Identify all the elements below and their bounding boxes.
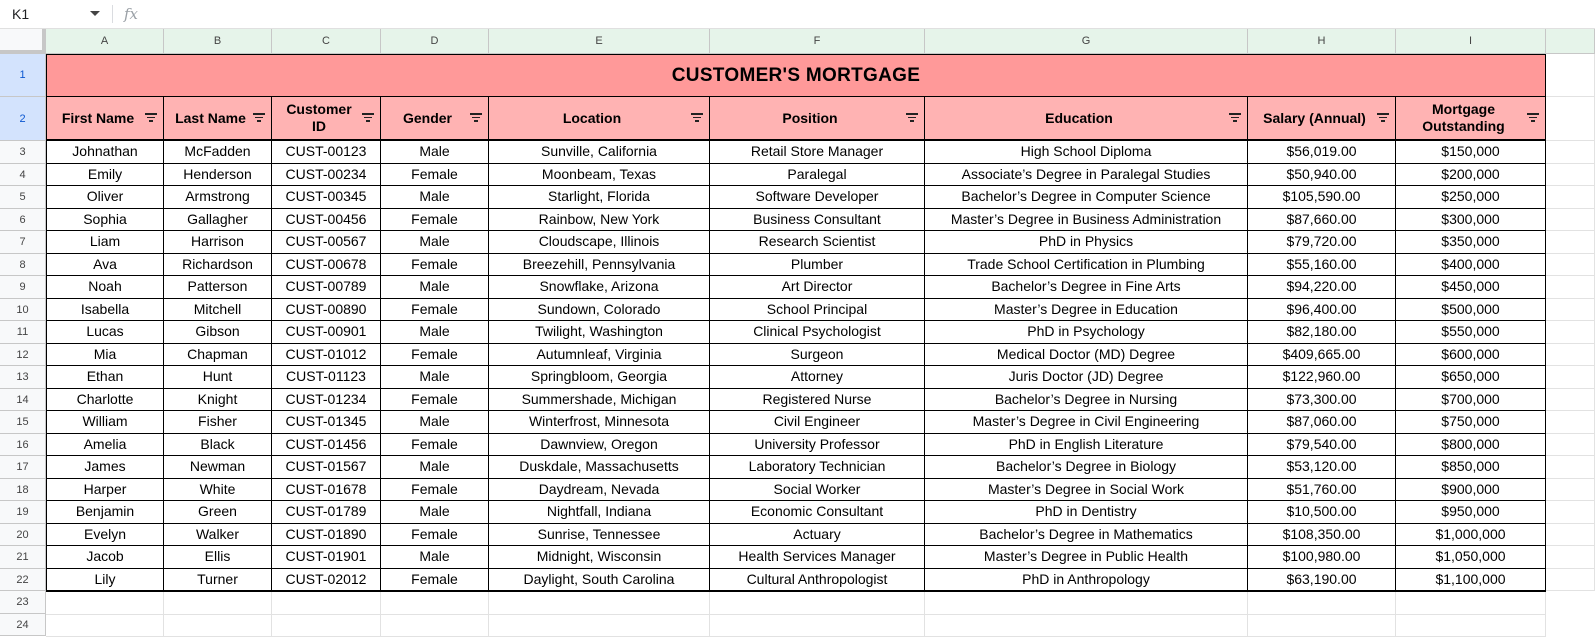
data-cell[interactable]: Green — [164, 501, 272, 524]
empty-cell[interactable] — [1546, 276, 1595, 299]
header-label: First Name — [62, 110, 134, 127]
data-cell[interactable]: Cultural Anthropologist — [710, 569, 925, 592]
row-header-10[interactable]: 10 — [0, 299, 46, 322]
header-label: Location — [563, 110, 621, 127]
data-cell[interactable]: Actuary — [710, 524, 925, 547]
data-cell[interactable]: Duskdale, Massachusetts — [489, 456, 710, 479]
data-cell[interactable]: McFadden — [164, 141, 272, 164]
empty-cell[interactable] — [164, 615, 272, 637]
data-cell[interactable]: Snowflake, Arizona — [489, 276, 710, 299]
data-cell[interactable]: Associate’s Degree in Paralegal Studies — [925, 164, 1248, 187]
data-cell[interactable]: Rainbow, New York — [489, 209, 710, 232]
data-cell[interactable]: Master’s Degree in Civil Engineering — [925, 411, 1248, 434]
data-cell[interactable]: Health Services Manager — [710, 546, 925, 569]
data-cell[interactable]: Male — [381, 546, 489, 569]
data-cell[interactable]: $650,000 — [1396, 366, 1546, 389]
data-cell[interactable]: Autumnleaf, Virginia — [489, 344, 710, 367]
data-cell[interactable]: Springbloom, Georgia — [489, 366, 710, 389]
filter-icon[interactable] — [1527, 113, 1539, 123]
data-cell[interactable]: Breezehill, Pennsylvania — [489, 254, 710, 277]
row-header-11[interactable]: 11 — [0, 321, 46, 344]
column-header-blank — [1546, 29, 1595, 54]
data-cell[interactable]: CUST-00234 — [272, 164, 381, 187]
data-cell[interactable]: $250,000 — [1396, 186, 1546, 209]
column-header-f[interactable]: F — [710, 29, 925, 54]
empty-cell[interactable] — [1546, 231, 1595, 254]
data-cell[interactable]: $900,000 — [1396, 479, 1546, 502]
empty-cell[interactable] — [1546, 344, 1595, 367]
data-cell[interactable]: $150,000 — [1396, 141, 1546, 164]
row-header-3[interactable]: 3 — [0, 141, 46, 164]
header-cell[interactable] — [164, 97, 272, 141]
data-cell[interactable]: $1,100,000 — [1396, 569, 1546, 592]
sheet-title[interactable]: CUSTOMER'S MORTGAGE — [46, 54, 1546, 97]
data-cell[interactable]: Patterson — [164, 276, 272, 299]
data-cell[interactable]: CUST-01678 — [272, 479, 381, 502]
data-cell[interactable]: CUST-00901 — [272, 321, 381, 344]
empty-cell[interactable] — [164, 592, 272, 615]
row-header-22[interactable]: 22 — [0, 569, 46, 592]
data-cell[interactable]: Gallagher — [164, 209, 272, 232]
empty-cell[interactable] — [1396, 615, 1546, 637]
data-cell[interactable]: Daydream, Nevada — [489, 479, 710, 502]
empty-cell[interactable] — [381, 615, 489, 637]
header-cell[interactable] — [1248, 97, 1396, 141]
data-cell[interactable]: Male — [381, 141, 489, 164]
data-cell[interactable]: Civil Engineer — [710, 411, 925, 434]
data-cell[interactable]: CUST-00345 — [272, 186, 381, 209]
data-cell[interactable]: CUST-00456 — [272, 209, 381, 232]
column-header-e[interactable]: E — [489, 29, 710, 54]
empty-cell[interactable] — [925, 615, 1248, 637]
data-cell[interactable]: Bachelor’s Degree in Fine Arts — [925, 276, 1248, 299]
data-cell[interactable]: $55,160.00 — [1248, 254, 1396, 277]
empty-cell[interactable] — [1248, 592, 1396, 615]
data-cell[interactable]: $550,000 — [1396, 321, 1546, 344]
data-cell[interactable]: Female — [381, 569, 489, 592]
data-cell[interactable]: Clinical Psychologist — [710, 321, 925, 344]
empty-cell[interactable] — [1248, 615, 1396, 637]
row-header-1[interactable]: 1 — [0, 54, 46, 97]
empty-cell[interactable] — [1546, 456, 1595, 479]
data-cell[interactable]: Chapman — [164, 344, 272, 367]
data-cell[interactable]: Attorney — [710, 366, 925, 389]
data-cell[interactable]: $79,540.00 — [1248, 434, 1396, 457]
data-cell[interactable]: CUST-02012 — [272, 569, 381, 592]
empty-cell[interactable] — [1546, 501, 1595, 524]
empty-cell[interactable] — [1546, 524, 1595, 547]
data-cell[interactable]: University Professor — [710, 434, 925, 457]
data-cell[interactable]: $122,960.00 — [1248, 366, 1396, 389]
filter-icon[interactable] — [1377, 113, 1389, 123]
row-header-13[interactable]: 13 — [0, 366, 46, 389]
data-cell[interactable]: $87,660.00 — [1248, 209, 1396, 232]
data-cell[interactable]: Master’s Degree in Business Administration — [925, 209, 1248, 232]
data-cell[interactable]: $409,665.00 — [1248, 344, 1396, 367]
empty-cell[interactable] — [1546, 209, 1595, 232]
data-cell[interactable]: Female — [381, 254, 489, 277]
empty-cell[interactable] — [272, 615, 381, 637]
data-cell[interactable]: Male — [381, 231, 489, 254]
data-cell[interactable]: Benjamin — [46, 501, 164, 524]
header-cell[interactable] — [1396, 97, 1546, 141]
data-cell[interactable]: $82,180.00 — [1248, 321, 1396, 344]
data-cell[interactable]: Fisher — [164, 411, 272, 434]
data-cell[interactable]: $850,000 — [1396, 456, 1546, 479]
data-cell[interactable]: Moonbeam, Texas — [489, 164, 710, 187]
data-cell[interactable]: Dawnview, Oregon — [489, 434, 710, 457]
data-cell[interactable]: $51,760.00 — [1248, 479, 1396, 502]
data-cell[interactable]: Male — [381, 411, 489, 434]
data-cell[interactable]: Turner — [164, 569, 272, 592]
header-cell[interactable] — [381, 97, 489, 141]
column-header-h[interactable]: H — [1248, 29, 1396, 54]
data-cell[interactable]: $105,590.00 — [1248, 186, 1396, 209]
name-box[interactable]: K1 — [12, 4, 102, 24]
row-header-14[interactable]: 14 — [0, 389, 46, 412]
header-cell[interactable] — [710, 97, 925, 141]
row-header-20[interactable]: 20 — [0, 524, 46, 547]
data-cell[interactable]: Female — [381, 479, 489, 502]
filter-icon[interactable] — [362, 113, 374, 123]
data-cell[interactable]: CUST-01012 — [272, 344, 381, 367]
data-cell[interactable]: Laboratory Technician — [710, 456, 925, 479]
data-cell[interactable]: $73,300.00 — [1248, 389, 1396, 412]
data-cell[interactable]: Ava — [46, 254, 164, 277]
data-cell[interactable]: Medical Doctor (MD) Degree — [925, 344, 1248, 367]
data-cell[interactable]: Master’s Degree in Public Health — [925, 546, 1248, 569]
data-cell[interactable]: Female — [381, 524, 489, 547]
filter-icon[interactable] — [145, 113, 157, 123]
data-cell[interactable]: $500,000 — [1396, 299, 1546, 322]
data-cell[interactable]: Knight — [164, 389, 272, 412]
data-cell[interactable]: Female — [381, 344, 489, 367]
column-header-a[interactable]: A — [46, 29, 164, 54]
header-cell[interactable] — [489, 97, 710, 141]
empty-cell[interactable] — [272, 592, 381, 615]
data-cell[interactable]: CUST-01567 — [272, 456, 381, 479]
data-cell[interactable]: Evelyn — [46, 524, 164, 547]
data-cell[interactable]: Female — [381, 389, 489, 412]
empty-cell[interactable] — [1546, 569, 1595, 592]
data-cell[interactable]: Johnathan — [46, 141, 164, 164]
filter-icon[interactable] — [253, 113, 265, 123]
data-cell[interactable]: $950,000 — [1396, 501, 1546, 524]
data-cell[interactable]: Paralegal — [710, 164, 925, 187]
empty-cell[interactable] — [1546, 434, 1595, 457]
data-cell[interactable]: Midnight, Wisconsin — [489, 546, 710, 569]
empty-cell[interactable] — [710, 615, 925, 637]
data-cell[interactable]: Economic Consultant — [710, 501, 925, 524]
data-cell[interactable]: Isabella — [46, 299, 164, 322]
data-cell[interactable]: High School Diploma — [925, 141, 1248, 164]
data-cell[interactable]: Nightfall, Indiana — [489, 501, 710, 524]
data-cell[interactable]: $53,120.00 — [1248, 456, 1396, 479]
empty-cell[interactable] — [1546, 411, 1595, 434]
column-header-d[interactable]: D — [381, 29, 489, 54]
data-cell[interactable]: Winterfrost, Minnesota — [489, 411, 710, 434]
row-header-17[interactable]: 17 — [0, 456, 46, 479]
data-cell[interactable]: CUST-00890 — [272, 299, 381, 322]
data-cell[interactable]: Mia — [46, 344, 164, 367]
column-header-g[interactable]: G — [925, 29, 1248, 54]
data-cell[interactable]: CUST-00789 — [272, 276, 381, 299]
data-cell[interactable]: Female — [381, 209, 489, 232]
data-cell[interactable]: Research Scientist — [710, 231, 925, 254]
row-header-12[interactable]: 12 — [0, 344, 46, 367]
filter-icon[interactable] — [1229, 113, 1241, 123]
empty-cell[interactable] — [1546, 164, 1595, 187]
data-cell[interactable]: PhD in Anthropology — [925, 569, 1248, 592]
data-cell[interactable]: PhD in English Literature — [925, 434, 1248, 457]
empty-cell[interactable] — [46, 615, 164, 637]
row-header-7[interactable]: 7 — [0, 231, 46, 254]
data-cell[interactable]: Bachelor’s Degree in Biology — [925, 456, 1248, 479]
empty-cell[interactable] — [1546, 299, 1595, 322]
empty-cell[interactable] — [46, 592, 164, 615]
data-cell[interactable]: Plumber — [710, 254, 925, 277]
header-cell[interactable] — [272, 97, 381, 141]
empty-cell[interactable] — [381, 592, 489, 615]
data-cell[interactable]: $700,000 — [1396, 389, 1546, 412]
data-cell[interactable]: Harper — [46, 479, 164, 502]
data-cell[interactable]: Oliver — [46, 186, 164, 209]
row-header-24[interactable]: 24 — [0, 614, 46, 637]
data-cell[interactable]: $63,190.00 — [1248, 569, 1396, 592]
data-cell[interactable]: Sophia — [46, 209, 164, 232]
data-cell[interactable]: Female — [381, 299, 489, 322]
data-cell[interactable]: $450,000 — [1396, 276, 1546, 299]
data-cell[interactable]: Henderson — [164, 164, 272, 187]
formula-bar — [0, 0, 1595, 29]
data-cell[interactable]: Walker — [164, 524, 272, 547]
data-cell[interactable]: Lily — [46, 569, 164, 592]
data-cell[interactable]: Gibson — [164, 321, 272, 344]
header-label: Education — [1045, 110, 1113, 127]
data-cell[interactable]: White — [164, 479, 272, 502]
row-header-19[interactable]: 19 — [0, 501, 46, 524]
header-label: Salary (Annual) — [1263, 110, 1366, 127]
data-cell[interactable]: Male — [381, 321, 489, 344]
data-cell[interactable]: $87,060.00 — [1248, 411, 1396, 434]
data-cell[interactable]: $1,000,000 — [1396, 524, 1546, 547]
formula-input[interactable] — [150, 4, 1550, 24]
data-cell[interactable]: Summershade, Michigan — [489, 389, 710, 412]
data-cell[interactable]: $1,050,000 — [1396, 546, 1546, 569]
row-header-9[interactable]: 9 — [0, 276, 46, 299]
row-header-16[interactable]: 16 — [0, 434, 46, 457]
data-cell[interactable]: Sunville, California — [489, 141, 710, 164]
data-cell[interactable]: Female — [381, 164, 489, 187]
data-cell[interactable]: CUST-01890 — [272, 524, 381, 547]
header-label: Gender — [403, 110, 452, 127]
data-cell[interactable]: PhD in Psychology — [925, 321, 1248, 344]
data-cell[interactable]: CUST-00567 — [272, 231, 381, 254]
data-cell[interactable]: Sunrise, Tennessee — [489, 524, 710, 547]
header-label: Last Name — [175, 110, 246, 127]
data-cell[interactable]: Social Worker — [710, 479, 925, 502]
empty-cell[interactable] — [1546, 366, 1595, 389]
data-cell[interactable]: Newman — [164, 456, 272, 479]
data-cell[interactable]: PhD in Physics — [925, 231, 1248, 254]
data-cell[interactable]: $108,350.00 — [1248, 524, 1396, 547]
data-cell[interactable]: $300,000 — [1396, 209, 1546, 232]
data-cell[interactable]: Liam — [46, 231, 164, 254]
empty-cell[interactable] — [1546, 254, 1595, 277]
data-cell[interactable]: CUST-01123 — [272, 366, 381, 389]
row-header-8[interactable]: 8 — [0, 254, 46, 277]
data-cell[interactable]: Bachelor’s Degree in Computer Science — [925, 186, 1248, 209]
data-cell[interactable]: Female — [381, 434, 489, 457]
chevron-down-icon[interactable] — [90, 11, 100, 16]
header-label: Customer ID — [279, 101, 359, 135]
row-header-4[interactable]: 4 — [0, 164, 46, 187]
data-cell[interactable]: Male — [381, 501, 489, 524]
data-cell[interactable]: Bachelor’s Degree in Nursing — [925, 389, 1248, 412]
data-cell[interactable]: Starlight, Florida — [489, 186, 710, 209]
data-cell[interactable]: $56,019.00 — [1248, 141, 1396, 164]
data-cell[interactable]: James — [46, 456, 164, 479]
data-cell[interactable]: $10,500.00 — [1248, 501, 1396, 524]
header-cell[interactable] — [46, 97, 164, 141]
empty-cell[interactable] — [489, 592, 710, 615]
data-cell[interactable]: Sundown, Colorado — [489, 299, 710, 322]
data-cell[interactable]: $750,000 — [1396, 411, 1546, 434]
data-cell[interactable]: Richardson — [164, 254, 272, 277]
data-cell[interactable]: Ethan — [46, 366, 164, 389]
data-cell[interactable]: Master’s Degree in Education — [925, 299, 1248, 322]
data-cell[interactable]: $96,400.00 — [1248, 299, 1396, 322]
formula-bar-divider — [112, 5, 113, 23]
empty-cell[interactable] — [1546, 479, 1595, 502]
data-cell[interactable]: School Principal — [710, 299, 925, 322]
data-cell[interactable]: Business Consultant — [710, 209, 925, 232]
row-header-6[interactable]: 6 — [0, 209, 46, 232]
data-cell[interactable]: Jacob — [46, 546, 164, 569]
data-cell[interactable]: Male — [381, 456, 489, 479]
data-cell[interactable]: Software Developer — [710, 186, 925, 209]
empty-cell[interactable] — [1546, 97, 1595, 141]
data-cell[interactable]: Trade School Certification in Plumbing — [925, 254, 1248, 277]
data-cell[interactable]: $100,980.00 — [1248, 546, 1396, 569]
filter-icon[interactable] — [906, 113, 918, 123]
data-cell[interactable]: $400,000 — [1396, 254, 1546, 277]
empty-cell[interactable] — [1546, 389, 1595, 412]
empty-cell[interactable] — [489, 615, 710, 637]
data-cell[interactable]: Armstrong — [164, 186, 272, 209]
data-cell[interactable]: Emily — [46, 164, 164, 187]
data-cell[interactable]: Harrison — [164, 231, 272, 254]
data-cell[interactable]: $350,000 — [1396, 231, 1546, 254]
empty-cell[interactable] — [710, 592, 925, 615]
row-header-18[interactable]: 18 — [0, 479, 46, 502]
data-cell[interactable]: $94,220.00 — [1248, 276, 1396, 299]
data-cell[interactable]: Art Director — [710, 276, 925, 299]
data-cell[interactable]: Charlotte — [46, 389, 164, 412]
data-cell[interactable]: $50,940.00 — [1248, 164, 1396, 187]
data-cell[interactable]: Lucas — [46, 321, 164, 344]
filter-icon[interactable] — [691, 113, 703, 123]
data-cell[interactable]: Registered Nurse — [710, 389, 925, 412]
header-cell[interactable] — [925, 97, 1248, 141]
data-cell[interactable]: CUST-01789 — [272, 501, 381, 524]
fx-icon: fx — [124, 4, 138, 24]
row-header-21[interactable]: 21 — [0, 546, 46, 569]
empty-cell[interactable] — [1546, 321, 1595, 344]
empty-cell[interactable] — [1546, 546, 1595, 569]
data-cell[interactable]: Surgeon — [710, 344, 925, 367]
data-cell[interactable]: Male — [381, 276, 489, 299]
data-cell[interactable]: CUST-01901 — [272, 546, 381, 569]
data-cell[interactable]: CUST-01234 — [272, 389, 381, 412]
filter-icon[interactable] — [470, 113, 482, 123]
data-cell[interactable]: Mitchell — [164, 299, 272, 322]
empty-cell[interactable] — [925, 592, 1248, 615]
data-cell[interactable]: Male — [381, 366, 489, 389]
select-all-corner[interactable] — [0, 29, 46, 54]
data-cell[interactable]: $79,720.00 — [1248, 231, 1396, 254]
data-cell[interactable]: Twilight, Washington — [489, 321, 710, 344]
empty-cell[interactable] — [1546, 141, 1595, 164]
data-cell[interactable]: $200,000 — [1396, 164, 1546, 187]
empty-cell[interactable] — [1546, 186, 1595, 209]
data-cell[interactable]: Ellis — [164, 546, 272, 569]
data-cell[interactable]: William — [46, 411, 164, 434]
header-label: Mortgage Outstanding — [1409, 101, 1519, 135]
data-cell[interactable]: $800,000 — [1396, 434, 1546, 457]
column-header-i[interactable]: I — [1396, 29, 1546, 54]
data-cell[interactable]: Cloudscape, Illinois — [489, 231, 710, 254]
data-cell[interactable]: CUST-01345 — [272, 411, 381, 434]
column-header-c[interactable]: C — [272, 29, 381, 54]
row-header-5[interactable]: 5 — [0, 186, 46, 209]
empty-cell[interactable] — [1546, 54, 1595, 97]
data-cell[interactable]: Black — [164, 434, 272, 457]
data-cell[interactable]: Retail Store Manager — [710, 141, 925, 164]
row-header-2[interactable]: 2 — [0, 97, 46, 141]
data-cell[interactable]: PhD in Dentistry — [925, 501, 1248, 524]
data-cell[interactable]: Master’s Degree in Social Work — [925, 479, 1248, 502]
row-header-15[interactable]: 15 — [0, 411, 46, 434]
data-cell[interactable]: Juris Doctor (JD) Degree — [925, 366, 1248, 389]
data-cell[interactable]: Hunt — [164, 366, 272, 389]
data-cell[interactable]: Male — [381, 186, 489, 209]
data-cell[interactable]: CUST-01456 — [272, 434, 381, 457]
empty-cell[interactable] — [1396, 592, 1546, 615]
column-header-b[interactable]: B — [164, 29, 272, 54]
row-header-23[interactable]: 23 — [0, 591, 46, 614]
data-cell[interactable]: Bachelor’s Degree in Mathematics — [925, 524, 1248, 547]
data-cell[interactable]: $600,000 — [1396, 344, 1546, 367]
data-cell[interactable]: Amelia — [46, 434, 164, 457]
data-cell[interactable]: Daylight, South Carolina — [489, 569, 710, 592]
data-cell[interactable]: Noah — [46, 276, 164, 299]
data-cell[interactable]: CUST-00123 — [272, 141, 381, 164]
header-label: Position — [782, 110, 837, 127]
data-cell[interactable]: CUST-00678 — [272, 254, 381, 277]
